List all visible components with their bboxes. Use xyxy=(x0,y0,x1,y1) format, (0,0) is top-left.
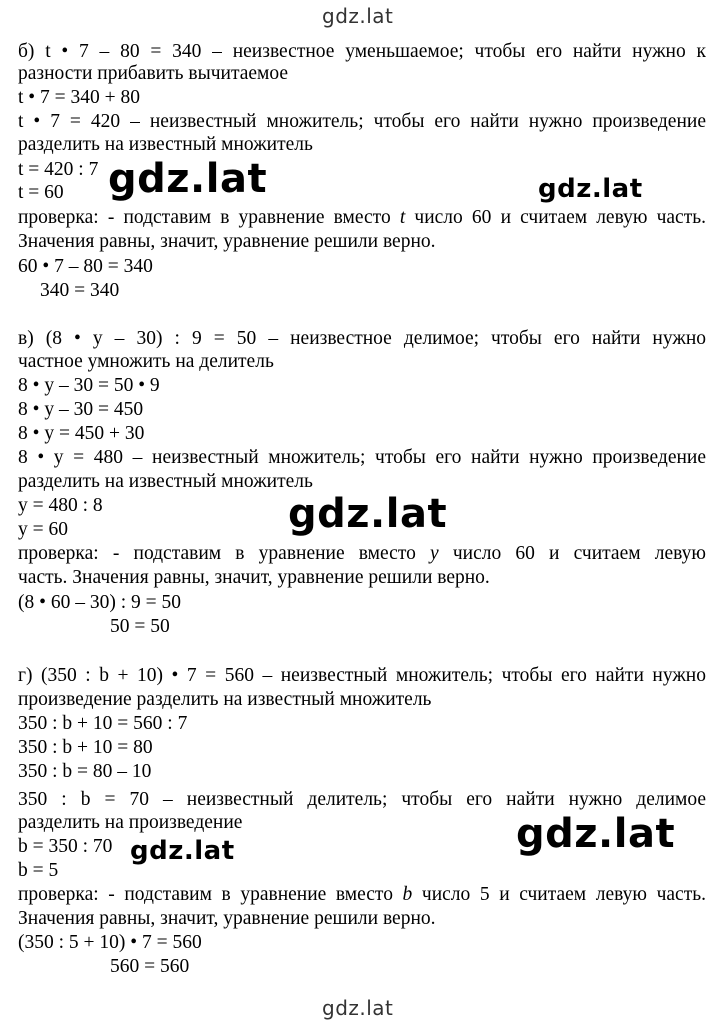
v-check-variable: y xyxy=(430,543,439,564)
b-line-5: разделить на известный множитель xyxy=(18,134,313,155)
v-line-1: в) (8 • y – 30) : 9 = 50 – неизвестное делимое; чтобы его найти нужно xyxy=(18,328,706,349)
watermark-big-3: gdz.lat xyxy=(516,811,676,857)
g-line-11: Значения равны, значит, уравнение решили верно. xyxy=(18,908,436,929)
watermark-bottom: gdz.lat xyxy=(322,996,394,1020)
b-line-11: 340 = 340 xyxy=(40,280,120,301)
v-check-text-a: проверка: - подставим в уравнение вместо xyxy=(18,543,431,564)
g-line-7: разделить на произведение xyxy=(18,812,243,833)
g-line-3: 350 : b + 10 = 560 : 7 xyxy=(18,713,188,734)
watermark-big-2: gdz.lat xyxy=(288,491,448,537)
watermark-top: gdz.lat xyxy=(322,4,394,28)
g-line-9: b = 5 xyxy=(18,860,59,881)
v-check-line xyxy=(18,542,706,566)
v-line-8: y = 480 : 8 xyxy=(18,495,103,516)
v-line-13: 50 = 50 xyxy=(110,616,170,637)
v-line-2: частное умножить на делитель xyxy=(18,351,274,372)
v-line-5: 8 • y = 450 + 30 xyxy=(18,423,145,444)
v-line-12: (8 • 60 – 30) : 9 = 50 xyxy=(18,592,181,613)
b-check-line xyxy=(18,206,706,230)
b-line-2: разности прибавить вычитаемое xyxy=(18,63,289,84)
g-line-12: (350 : 5 + 10) • 7 = 560 xyxy=(18,932,202,953)
v-line-7: разделить на известный множитель xyxy=(18,471,313,492)
g-check-variable: b xyxy=(402,884,413,905)
b-line-1: б) t • 7 – 80 = 340 – неизвестное уменьшаемое; чтобы его найти нужно к xyxy=(18,41,706,62)
v-check-text-b: число 60 и считаем левую xyxy=(438,543,706,564)
g-line-4: 350 : b + 10 = 80 xyxy=(18,737,153,758)
b-line-10: 60 • 7 – 80 = 340 xyxy=(18,256,153,277)
b-check-variable: t xyxy=(399,207,406,228)
g-check-text-b: число 5 и считаем левую часть. xyxy=(412,884,706,905)
b-check-text-a: проверка: - подставим в уравнение вместо xyxy=(18,207,400,228)
watermark-mid-1: gdz.lat xyxy=(538,174,643,204)
b-line-6: t = 420 : 7 xyxy=(18,159,99,180)
v-line-4: 8 • y – 30 = 450 xyxy=(18,399,144,420)
v-line-9: y = 60 xyxy=(18,519,68,540)
g-line-5: 350 : b = 80 – 10 xyxy=(18,761,152,782)
b-line-7: t = 60 xyxy=(18,182,64,203)
v-line-11: часть. Значения равны, значит, уравнение решили верно. xyxy=(18,567,490,588)
watermark-big-1: gdz.lat xyxy=(108,156,268,202)
g-line-2: произведение разделить на известный множитель xyxy=(18,689,432,710)
v-line-6: 8 • y = 480 – неизвестный множитель; чтобы его найти нужно произведение xyxy=(18,447,706,468)
v-line-3: 8 • y – 30 = 50 • 9 xyxy=(18,375,160,396)
b-line-9: Значения равны, значит, уравнение решили верно. xyxy=(18,231,436,252)
g-line-8: b = 350 : 70 xyxy=(18,836,113,857)
g-line-6: 350 : b = 70 – неизвестный делитель; чтобы его найти нужно делимое xyxy=(18,789,706,810)
g-line-1: г) (350 : b + 10) • 7 = 560 – неизвестный множитель; чтобы его найти нужно xyxy=(18,665,706,686)
g-check-text-a: проверка: - подставим в уравнение вместо xyxy=(18,884,403,905)
g-check-line xyxy=(18,883,706,907)
b-line-4: t • 7 = 420 – неизвестный множитель; чтобы его найти нужно произведение xyxy=(18,111,706,132)
g-line-13: 560 = 560 xyxy=(110,956,190,977)
b-check-text-b: число 60 и считаем левую часть. xyxy=(405,207,706,228)
b-line-3: t • 7 = 340 + 80 xyxy=(18,87,140,108)
watermark-mid-2: gdz.lat xyxy=(130,836,235,866)
